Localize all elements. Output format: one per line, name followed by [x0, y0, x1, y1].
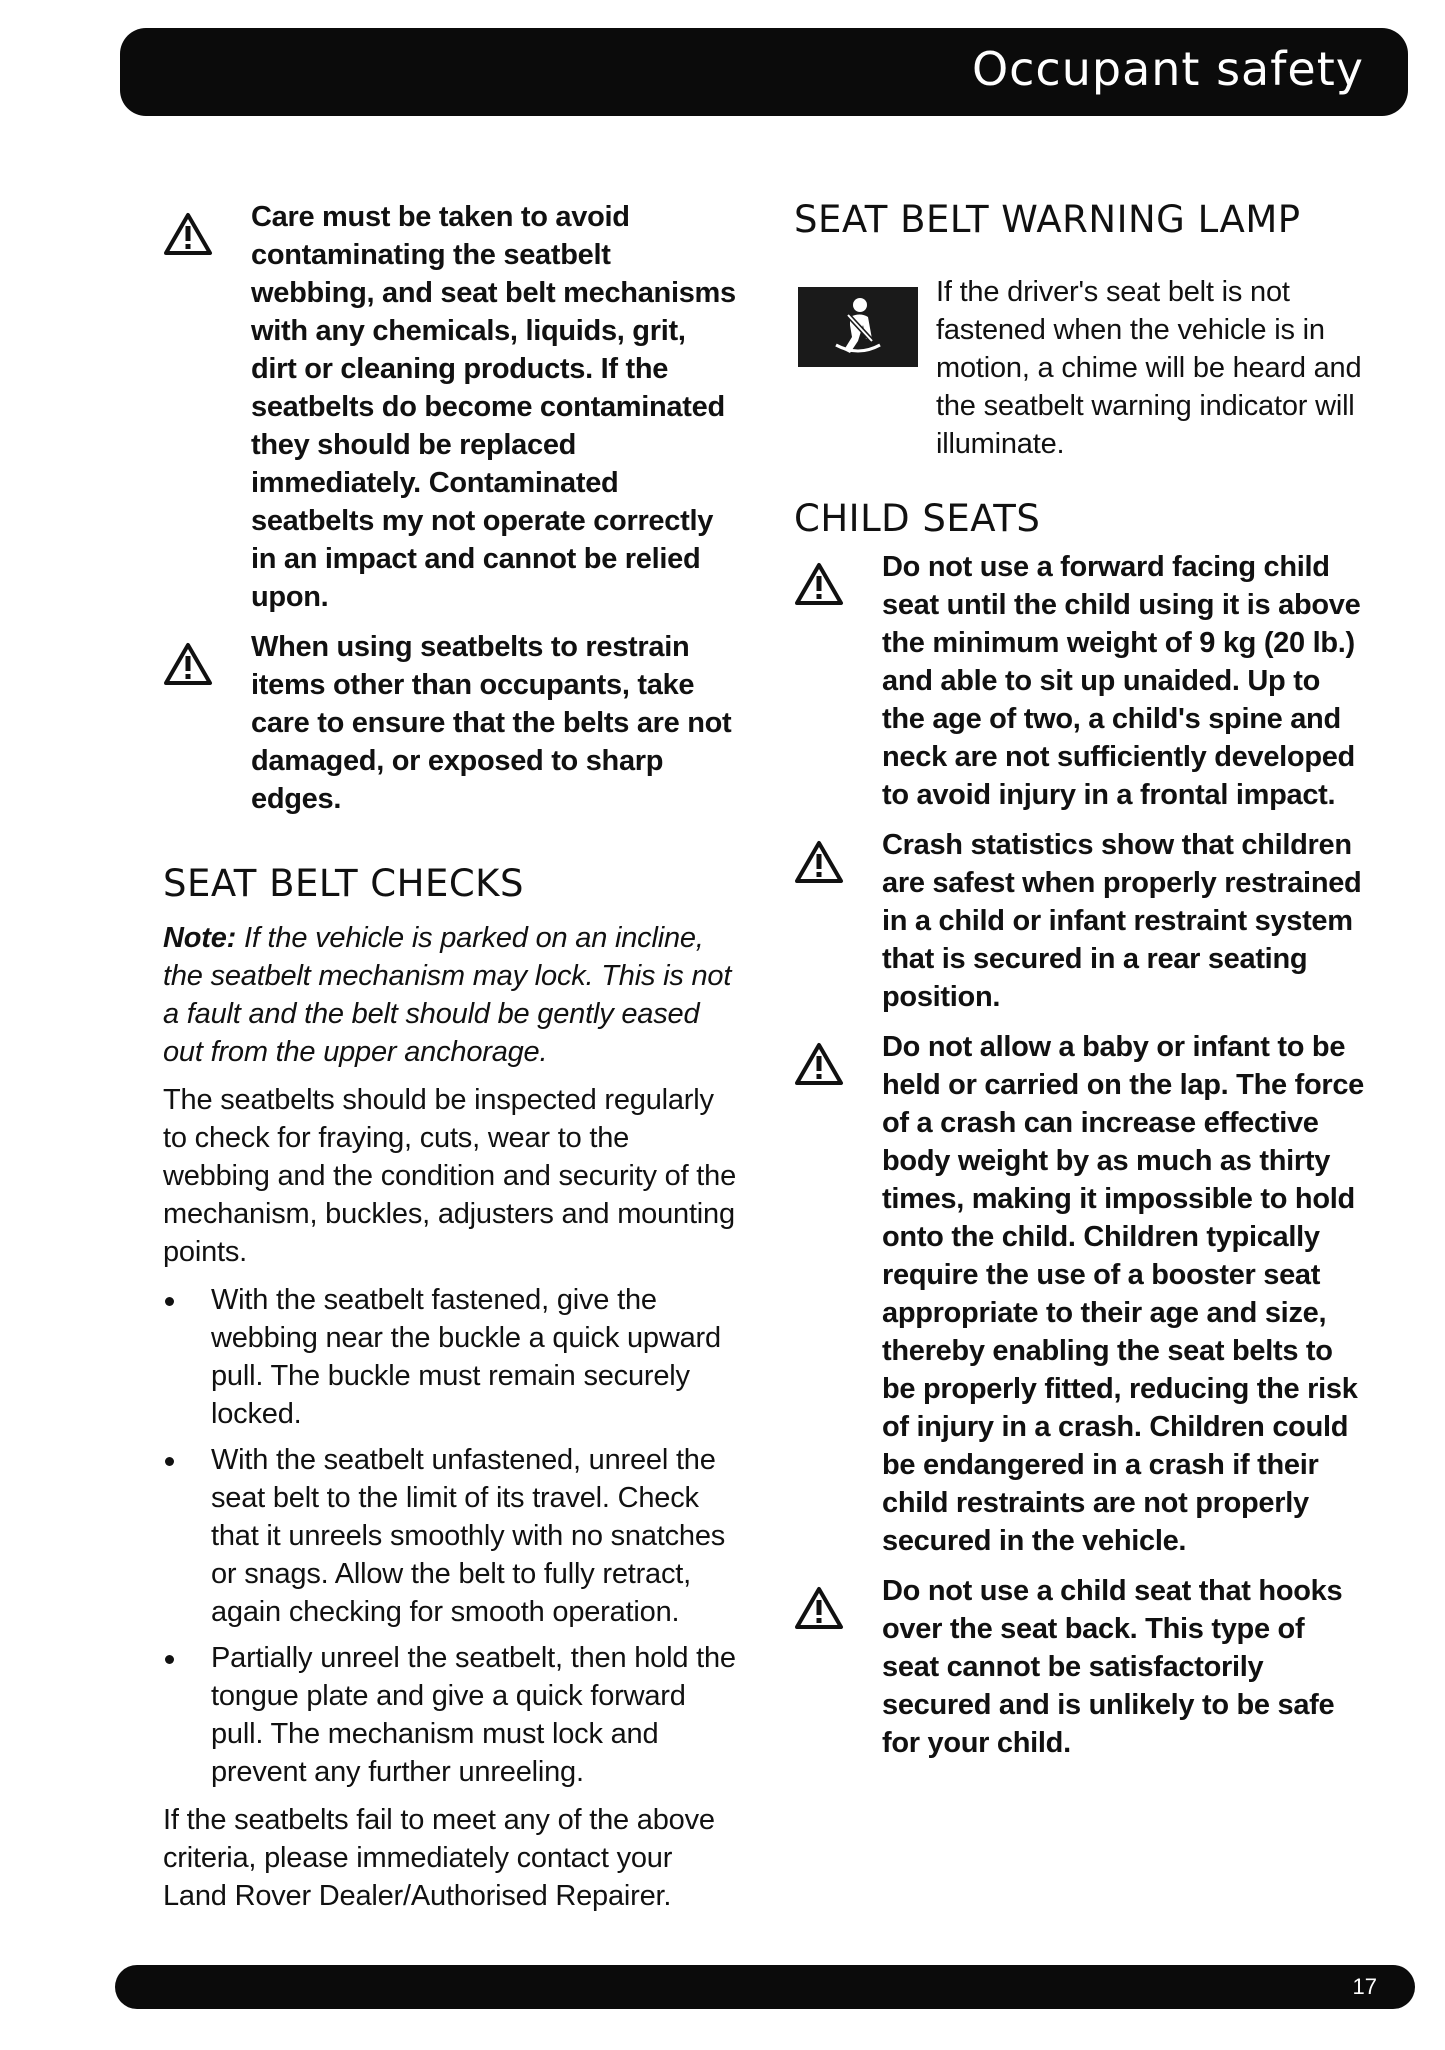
warning-triangle-icon [794, 548, 882, 611]
warning-text: Crash statistics show that children are safest when properly restrained in a child or infant restraint system that is secured in a rear seating position. [882, 829, 1362, 1013]
warning-text: Do not allow a baby or infant to be held or carried on the lap. The force of a crash can increase effective body weight by as much as thirty times, making it impossible to hold onto the child. Children typically require the use of a booster seat appropriate to their age and size, thereby enabling the seat belts to be properly fitted, reducing the risk of injury in a crash. Children could be endangered in a crash if their child restraints are not properly secured in the vehicle. [882, 1031, 1364, 1557]
list-item-text: Partially unreel the seatbelt, then hold the tongue plate and give a quick forward pull. The mechanism must lock and prevent any further unreeling. [211, 1642, 736, 1788]
warning-block [163, 628, 738, 818]
bullet-icon [165, 1655, 174, 1664]
warning-block [794, 1572, 1364, 1762]
list-item [163, 1639, 738, 1791]
warning-text: Care must be taken to avoid contaminating the seatbelt webbing, and seat belt mechanisms with any chemicals, liquids, grit, dirt or cleaning products. If the seatbelts do become contaminated they should be replaced immediately. Contaminated seatbelts my not operate correctly in an impact and cannot be relied upon. [251, 201, 736, 613]
page-title: Occupant safety [971, 42, 1364, 96]
warning-lamp-row [794, 273, 1364, 463]
warning-triangle-icon [794, 1028, 882, 1091]
footer-bar [115, 1965, 1415, 2009]
bullet-icon [165, 1297, 174, 1306]
page-number: 17 [1352, 1974, 1377, 1999]
note-text: If the vehicle is parked on an incline, the seatbelt mechanism may lock. This is not a fault and the belt should be gently eased out from the upper anchorage. [163, 922, 732, 1068]
list-item [163, 1441, 738, 1631]
warning-block [794, 826, 1364, 1016]
note-label: Note: [163, 922, 237, 954]
warning-triangle-icon [163, 628, 251, 691]
warning-text: Do not use a child seat that hooks over the seat back. This type of seat cannot be satisfactorily secured and is unlikely to be safe for your child. [882, 1575, 1343, 1759]
intro-paragraph: The seatbelts should be inspected regularly to check for fraying, cuts, wear to the webbing and the condition and security of the mechanism, buckles, adjusters and mounting points. [163, 1084, 737, 1268]
warning-triangle-icon [163, 198, 251, 261]
warning-block [794, 1028, 1364, 1560]
header-bar [120, 28, 1408, 116]
warning-block [163, 198, 738, 616]
warning-triangle-icon [794, 1572, 882, 1635]
section-heading-seat-belt-checks: SEAT BELT CHECKS [163, 862, 524, 905]
closing-paragraph: If the seatbelts fail to meet any of the above criteria, please immediately contact your Land Rover Dealer/Authorised Repairer. [163, 1804, 715, 1912]
list-item-text: With the seatbelt fastened, give the webbing near the buckle a quick upward pull. The buckle must remain securely locked. [211, 1284, 721, 1430]
seatbelt-warning-lamp-icon [798, 287, 918, 367]
warning-block [794, 548, 1364, 814]
warning-triangle-icon [794, 826, 882, 889]
section-heading-warning-lamp: SEAT BELT WARNING LAMP [794, 198, 1301, 241]
right-column [794, 198, 1364, 1774]
list-item [163, 1281, 738, 1433]
bullet-icon [165, 1457, 174, 1466]
note-paragraph [163, 919, 738, 1071]
warning-text: When using seatbelts to restrain items other than occupants, take care to ensure that the belts are not damaged, or exposed to sharp edges. [251, 631, 732, 815]
list-item-text: With the seatbelt unfastened, unreel the seat belt to the limit of its travel. Check that it unreels smoothly with no snatches or snags. Allow the belt to fully retract, again checking for smooth operation. [211, 1444, 726, 1628]
warning-lamp-description: If the driver's seat belt is not fastened when the vehicle is in motion, a chime will be heard and the seatbelt warning indicator will illuminate. [936, 276, 1362, 460]
section-heading-child-seats: CHILD SEATS [794, 497, 1041, 540]
check-list [163, 1281, 738, 1791]
warning-text: Do not use a forward facing child seat until the child using it is above the minimum weight of 9 kg (20 lb.) and able to sit up unaided. Up to the age of two, a child's spine and neck are not sufficiently developed to avoid injury in a frontal impact. [882, 551, 1361, 811]
left-column [163, 198, 738, 1925]
